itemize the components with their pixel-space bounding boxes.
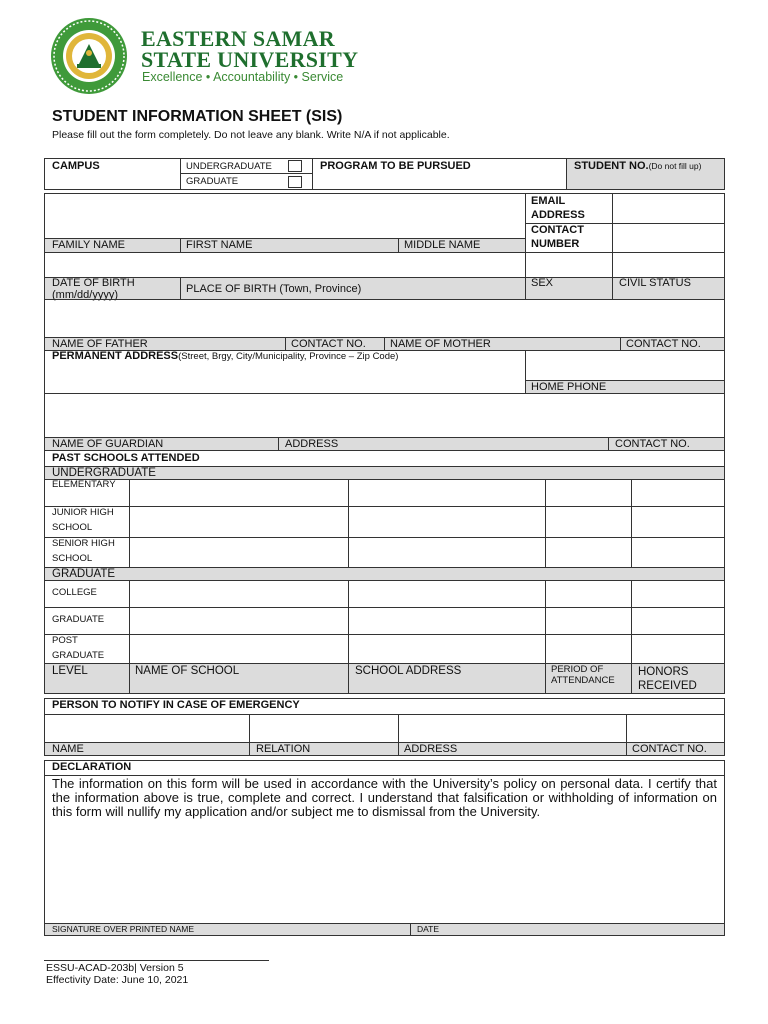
honors-column-header: HONORS RECEIVED [638, 666, 697, 692]
guardian-contact-label: CONTACT NO. [615, 438, 690, 450]
signature-label: SIGNATURE OVER PRINTED NAME [52, 924, 194, 934]
declaration-text: The information on this form will be used in accordance with the University’s policy on personal data. I certify that the information above is true, complete and correct. I understand that falsification or withholding of information on this form will nullify my application and/or subject me to dismissal from the University. [52, 776, 717, 819]
period-column-header: PERIOD OF ATTENDANCE [551, 664, 615, 686]
dob-label: DATE OF BIRTH (mm/dd/yyyy) [52, 277, 135, 301]
graduate-label: GRADUATE [186, 176, 239, 187]
email-label: EMAIL ADDRESS [531, 195, 585, 221]
emergency-address-label: ADDRESS [404, 743, 458, 755]
first-name-label: FIRST NAME [186, 239, 253, 251]
footer-divider [44, 960, 269, 961]
junior-high-label: JUNIOR HIGH SCHOOL [52, 507, 114, 533]
form-instructions: Please fill out the form completely. Do not leave any blank. Write N/A if not applicable. [52, 129, 450, 141]
school-name-column-header: NAME OF SCHOOL [135, 665, 240, 677]
mother-name-label: NAME OF MOTHER [390, 338, 491, 350]
undergraduate-checkbox[interactable] [288, 160, 302, 172]
student-no-label: STUDENT NO.(Do not fill up) [574, 160, 702, 172]
university-name-line2: STATE UNIVERSITY [141, 47, 359, 72]
university-seal [44, 16, 134, 96]
date-label: DATE [417, 924, 440, 934]
campus-label: CAMPUS [52, 160, 100, 172]
graduate-checkbox[interactable] [288, 176, 302, 188]
senior-high-label: SENIOR HIGH SCHOOL [52, 538, 115, 564]
college-graduate-label: COLLEGE GRADUATE [52, 587, 105, 625]
guardian-name-label: NAME OF GUARDIAN [52, 438, 164, 450]
middle-name-label: MIDDLE NAME [404, 239, 481, 251]
home-phone-label: HOME PHONE [531, 381, 607, 393]
university-name-line1: EASTERN SAMAR [141, 26, 335, 51]
declaration-heading: DECLARATION [52, 761, 132, 773]
emergency-name-label: NAME [52, 743, 84, 755]
elementary-label: ELEMENTARY [52, 479, 116, 490]
effectivity-date: Effectivity Date: June 10, 2021 [46, 974, 189, 986]
emergency-relation-label: RELATION [256, 743, 311, 755]
university-tagline: Excellence • Accountability • Service [142, 70, 344, 84]
father-contact-label: CONTACT NO. [291, 338, 366, 350]
level-column-header: LEVEL [52, 665, 88, 677]
permanent-address-label: PERMANENT ADDRESS(Street, Brgy, City/Municipality, Province – Zip Code) [52, 350, 399, 362]
emergency-contact-label: CONTACT NO. [632, 743, 707, 755]
contact-number-label: CONTACT NUMBER [531, 224, 584, 250]
mother-contact-label: CONTACT NO. [626, 338, 701, 350]
school-address-column-header: SCHOOL ADDRESS [355, 665, 462, 677]
undergraduate-heading: UNDERGRADUATE [52, 467, 156, 479]
civil-status-label: CIVIL STATUS [619, 277, 691, 289]
form-code: ESSU-ACAD-203b| Version 5 [46, 962, 184, 974]
pob-label: PLACE OF BIRTH (Town, Province) [186, 283, 362, 295]
father-name-label: NAME OF FATHER [52, 338, 148, 350]
post-graduate-label: POST GRADUATE [52, 635, 105, 661]
guardian-address-label: ADDRESS [285, 438, 339, 450]
sex-label: SEX [531, 277, 554, 289]
family-name-label: FAMILY NAME [52, 239, 125, 251]
form-title: STUDENT INFORMATION SHEET (SIS) [52, 108, 343, 125]
program-label: PROGRAM TO BE PURSUED [320, 160, 471, 172]
graduate-heading: GRADUATE [52, 568, 116, 580]
emergency-heading: PERSON TO NOTIFY IN CASE OF EMERGENCY [52, 699, 300, 711]
undergraduate-label: UNDERGRADUATE [186, 161, 272, 172]
past-schools-heading: PAST SCHOOLS ATTENDED [52, 452, 200, 464]
